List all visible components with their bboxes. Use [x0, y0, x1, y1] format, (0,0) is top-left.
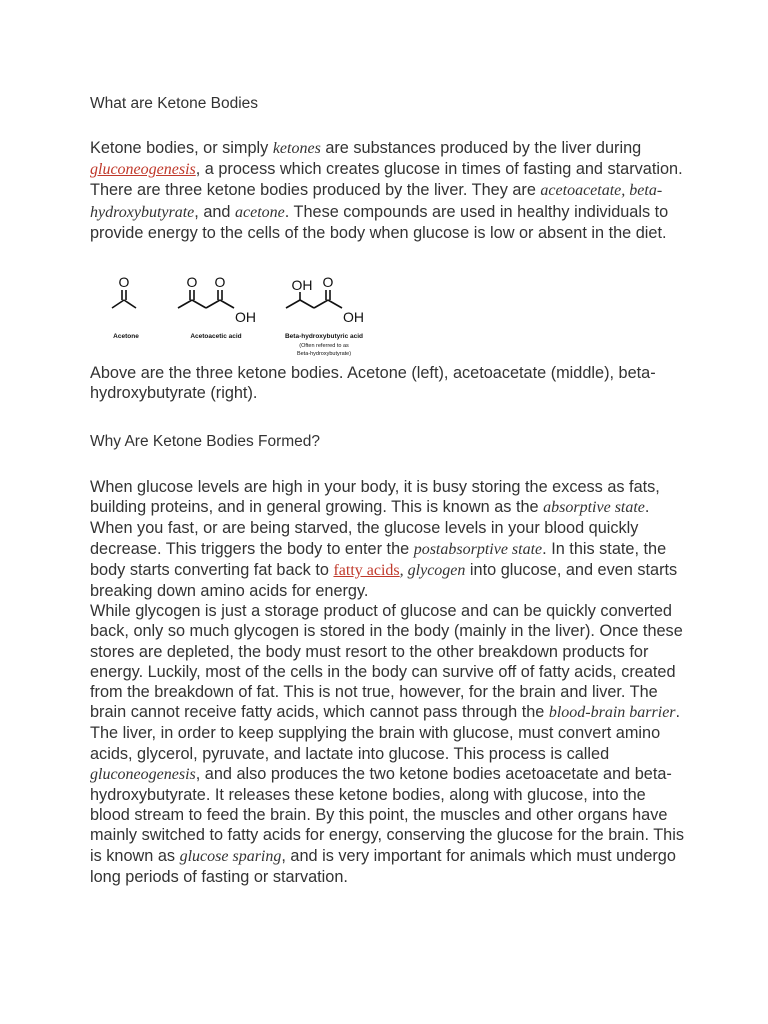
link-gluconeogenesis[interactable]: gluconeogenesis — [90, 161, 196, 179]
bhb-note-line2: Beta-hydroxybutyrate) — [296, 351, 352, 357]
text-run: When glucose levels are high in your body, it is busy storing the excess as fats, building proteins, and in general growing. This is known as the — [90, 478, 660, 517]
term-acetoacetate: acetoacetate — [540, 182, 622, 200]
oxygen-label: O — [322, 274, 334, 290]
term-acetone: acetone — [235, 203, 285, 221]
paragraph-ketone-intro — [90, 138, 690, 243]
section-heading-what-are-ketone-bodies: What are Ketone Bodies — [90, 95, 259, 112]
ketone-structures-figure — [90, 270, 380, 362]
text-run: . These compounds are used in healthy individuals to provide energy to the cells of the body when glucose is low or absent in the diet. — [90, 202, 669, 242]
text-run: , and is very important for animals which must undergo long periods of fasting or starvation. — [90, 846, 676, 886]
hydroxyl-label: OH — [291, 277, 313, 293]
figure-caption: Above are the three ketone bodies. Acetone (left), acetoacetate (middle), beta-hydroxybutyrate (right). — [90, 364, 656, 403]
acetoacetic-acid-label: Acetoacetic acid — [190, 333, 242, 340]
term-gluconeogenesis: gluconeogenesis — [90, 765, 196, 783]
term-blood-brain-barrier: blood-brain barrier — [548, 704, 676, 722]
text-run: into glucose, and even starts breaking down amino acids for energy. — [90, 560, 678, 601]
hydroxyl-label: OH — [343, 309, 364, 325]
ketone-structures-svg — [90, 270, 380, 362]
paragraph-why-formed — [90, 477, 690, 887]
text-run: , a process which creates glucose in times of fasting and starvation. There are three ketone bodies produced by the liver. They are — [90, 160, 683, 200]
hydroxyl-label: OH — [235, 309, 256, 325]
text-run: While glycogen is just a storage product of glucose and can be quickly converted back, only so much glycogen is stored in the body (mainly in the liver). Once these stores are depleted, the body must resort to the other breakdown products for energy. Luckily, most of the cells in the body can survive off of fatty acids, created from the breakdown of fat. This is not true, however, for the brain and liver. The brain cannot receive fatty acids, which cannot pass through the — [90, 602, 683, 722]
acetone-label: Acetone — [113, 333, 139, 340]
oxygen-label: O — [118, 274, 130, 290]
text-run: Ketone bodies, or simply — [90, 139, 273, 157]
term-beta-hydroxybutyrate: beta-hydroxybutyrate — [90, 182, 663, 221]
text-run: , — [399, 561, 408, 579]
term-postabsorptive-state: postabsorptive state — [413, 540, 543, 558]
text-run: are substances produced by the liver during — [320, 139, 642, 157]
bhb-note-line1: (Often referred to as — [299, 343, 349, 349]
oxygen-label: O — [186, 274, 198, 290]
oxygen-label: O — [214, 274, 226, 290]
section-heading-why-formed: Why Are Ketone Bodies Formed? — [90, 433, 321, 450]
term-ketones: ketones — [272, 140, 321, 157]
beta-hydroxybutyric-acid-label: Beta-hydroxybutyric acid — [284, 333, 364, 340]
text-run: , and — [194, 202, 236, 221]
text-run: . The liver, in order to keep supplying the brain with glucose, must convert amino acids, glycerol, pyruvate, and lactate into glucose. This process is called — [90, 703, 681, 763]
term-glycogen: glycogen — [407, 561, 466, 579]
text-run: . When you fast, or are being starved, the glucose levels in your blood quickly decrease. This triggers the body to enter the — [90, 498, 650, 558]
link-fatty-acids[interactable]: fatty acids — [333, 561, 400, 579]
text-run: , — [621, 182, 630, 200]
text-run: . In this state, the body starts converting fat back to — [90, 539, 667, 579]
text-run: , and also produces the two ketone bodies acetoacetate and beta-hydroxybutyrate. It releases these ketone bodies, along with glucose, into the blood stream to feed the brain. By this point, the muscles and other organs have mainly switched to fatty acids for energy, conserving the glucose for the brain. This is known as — [90, 764, 684, 865]
term-absorptive-state: absorptive state — [543, 499, 645, 517]
term-glucose-sparing: glucose sparing — [179, 847, 282, 865]
